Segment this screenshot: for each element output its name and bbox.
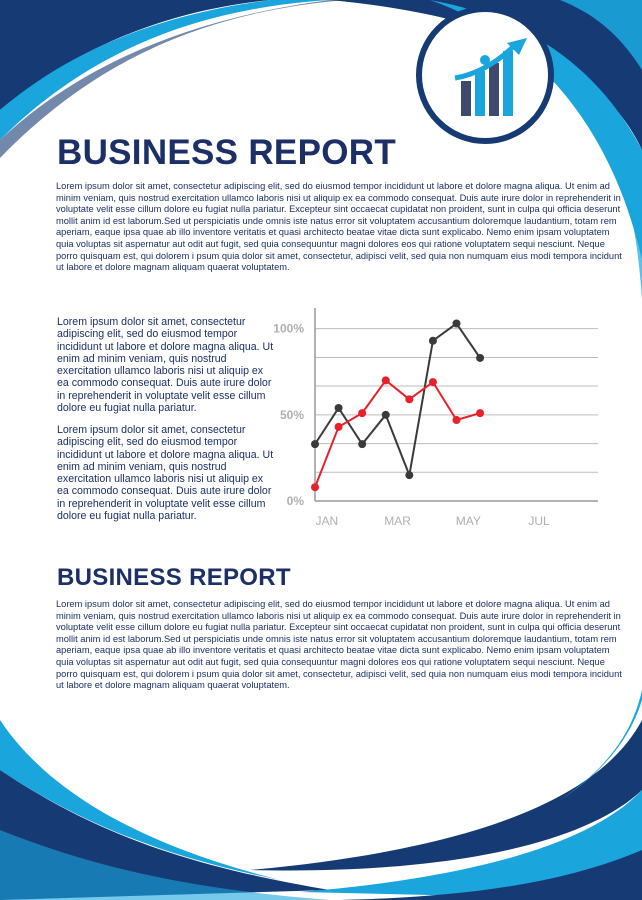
data-point [453, 416, 461, 424]
data-point [453, 320, 461, 328]
data-point [382, 376, 390, 384]
y-axis-ticks [273, 322, 304, 508]
data-point [335, 423, 343, 431]
y-tick-label: 100% [273, 321, 304, 336]
x-tick-label: MAR [384, 514, 411, 528]
body-paragraph: Lorem ipsum dolor sit amet, consectetur adipiscing elit, sed do eiusmod tempor incididunt ut labore et dolore magna aliqua. Ut enim ad minim veniam, quis nostrud exercitation ullamco laboris nisi ut aliquip ex ea commodo consequat. Duis aute irure dolor in reprehenderit in voluptate velit esse cillum dolore eu fugiat nulla pariatur. Excepteur sint occaecat cupidatat non proident, sunt in culpa qui officia deserunt mollit anim id est laborum.Sed ut perspiciatis unde omnis iste natus error sit voluptatem accusantium doloremque laudantium, totam rem aperiam, eaque ipsa quae ab illo inventore veritatis et quasi architecto beatae vitae dicta sunt explicabo. Nemo enim ipsam voluptatem quia voluptas sit aspernatur aut odit aut fugit, sed quia consequuntur magni dolores eos qui ratione voluptatem sequi nesciunt. Neque porro quisquam est, qui dolorem i psum quia dolor sit amet, consectetur, adipisci velit, sed quia non numquam eius modi tempora incidunt ut labore et dolore magnam aliquam quaerat voluptatem. [56, 599, 622, 691]
data-point [476, 409, 484, 417]
x-tick-label: JAN [315, 514, 339, 528]
section-heading: BUSINESS REPORT [57, 564, 291, 591]
data-point [429, 378, 437, 386]
chart-grid [315, 329, 598, 473]
intro-paragraph: Lorem ipsum dolor sit amet, consectetur adipiscing elit, sed do eiusmod tempor incididunt ut labore et dolore magna aliqua. Ut enim ad minim veniam, quis nostrud exercitation ullamco laboris nisi ut aliquip ex ea commodo consequat. Duis aute irure dolor in reprehenderit in voluptate velit esse cillum dolore eu fugiat nulla pariatur. Excepteur sint occaecat cupidatat non proident, sunt in culpa qui officia deserunt mollit anim id est laborum.Sed ut perspiciatis unde omnis iste natus error sit voluptatem accusantium doloremque laudantium, totam rem aperiam, eaque ipsa quae ab illo inventore veritatis et quasi architecto beatae vitae dicta sunt explicabo. Nemo enim ipsam voluptatem quia voluptas sit aspernatur aut odit aut fugit, sed quia consequuntur magni dolores eos qui ratione voluptatem sequi nesciunt. Neque porro quisquam est, qui dolorem i psum quia dolor sit amet, consectetur, adipisci velit, sed quia non numquam eius modi tempora incidunt ut labore et dolore magnam aliquam quaerat voluptatem. [56, 181, 622, 273]
x-axis-ticks [315, 514, 550, 528]
data-point [405, 471, 413, 479]
data-point [358, 440, 366, 448]
data-point [358, 409, 366, 417]
page-title: BUSINESS REPORT [57, 133, 396, 172]
bar-chart-growth-arrow-icon [415, 5, 555, 145]
x-tick-label: MAY [455, 514, 481, 528]
data-point [429, 337, 437, 345]
data-point [335, 404, 343, 412]
data-point [382, 411, 390, 419]
data-point [311, 483, 319, 491]
data-point [405, 395, 413, 403]
line-chart [270, 296, 610, 540]
data-point [311, 440, 319, 448]
sidebar-text-block: Lorem ipsum dolor sit amet, consectetur adipiscing elit, sed do eiusmod tempor incididunt ut labore et dolore magna aliqua. Ut enim ad minim veniam, quis nostrud exercitation ullamco laboris nisi ut aliquip ex ea commodo consequat. Duis aute irure dolor in reprehenderit in voluptate velit esse cillum dolore eu fugiat nulla pariatur. [57, 316, 274, 415]
data-point [476, 354, 484, 362]
series-line [315, 324, 480, 476]
y-tick-label: 50% [279, 407, 304, 422]
series-line [315, 380, 480, 487]
sidebar-text-block: Lorem ipsum dolor sit amet, consectetur adipiscing elit, sed do eiusmod tempor incididunt ut labore et dolore magna aliqua. Ut enim ad minim veniam, quis nostrud exercitation ullamco laboris nisi ut aliquip ex ea commodo consequat. Duis aute irure dolor in reprehenderit in voluptate velit esse cillum dolore eu fugiat nulla pariatur. [57, 424, 274, 523]
x-tick-label: JUL [528, 514, 550, 528]
y-tick-label: 0% [286, 494, 304, 508]
chart-series [311, 320, 484, 492]
